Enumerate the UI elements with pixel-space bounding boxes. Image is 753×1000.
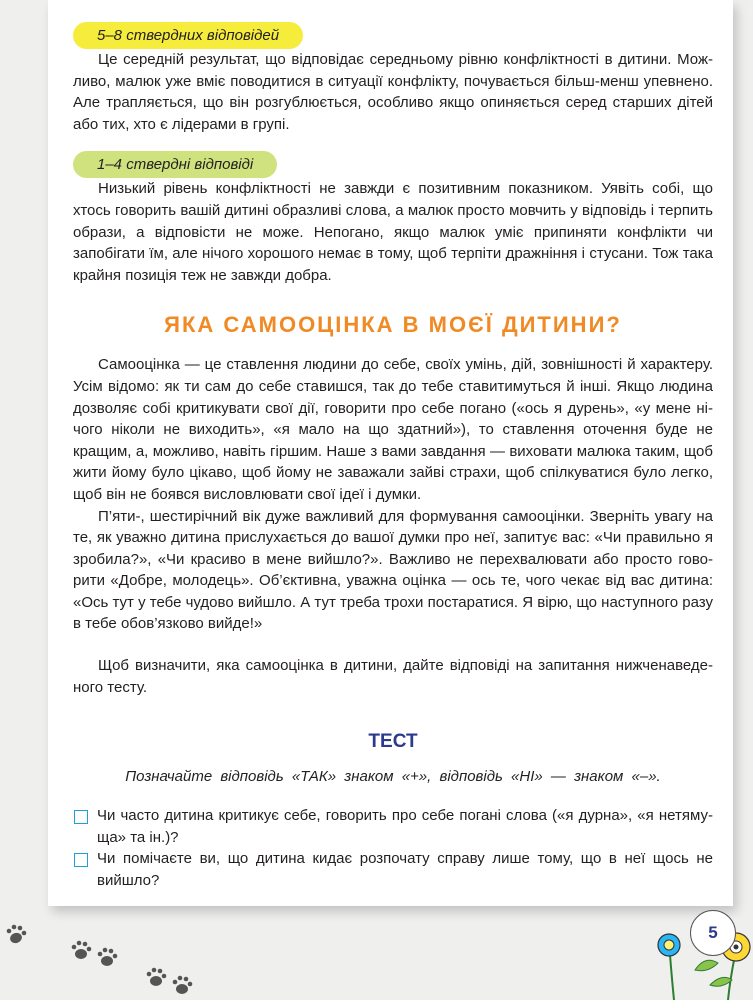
result-badge-1-4: 1–4 ствердні відповіді bbox=[73, 151, 277, 178]
question-list bbox=[73, 805, 713, 891]
test-title: ТЕСТ bbox=[368, 731, 418, 753]
body-paragraph-2: П’яти-, шестирічний вік дуже важливий для формування самооцінки. Зверніть увагу на те, як уважно дитина прислухається до вашої думки про неї, запитує вас: «Чи правильно я зробила?», «Чи красиво в мене вийшло?». Важливо не перехвалювати або просто говорити «Добре, молодець». Об’єктивна, уважна оцінка — ось те, чого чекає від вас дитина: «Ось тут у тебе чудово вийшло. А тут треба трохи постаратися. Я вірю, що наступного разу в тебе обов’язково вийде!» bbox=[73, 507, 713, 633]
result-text-5-8: Це середній результат, що відповідає середньому рівню конфліктності в дитини. Можливо, малюк уже вміє поводитися в ситуації конфлікту, почувається більш-менш упевнено. Але трапляється, що він розгублюється, особливо якщо опиняється серед старших дітей або тих, хто є лідерами в групі. bbox=[73, 51, 713, 133]
question-text: Чи помічаєте ви, що дитина кидає розпочату справу лише тому, що в неї щось не вийшло? bbox=[97, 850, 713, 890]
page-number: 5 bbox=[690, 910, 736, 956]
result-text-1-4: Низький рівень конфліктності не завжди є позитивним показником. Уявіть собі, що хтось говорить вашій дитині образливі слова, а малюк просто мовчить у відповідь і терпить образи, а відповісти не може. Непогано, якщо малюк уміє припиняти конфлікти чи запобігати їм, але нічого хорошого немає в тому, щоб терпіти дражніння і стусани. Тож така крайня позиція теж не завжди добра. bbox=[73, 180, 713, 284]
answer-checkbox[interactable] bbox=[74, 853, 88, 867]
paw-print-icon bbox=[2, 920, 36, 948]
question-text: Чи часто дитина критикує себе, говорить про себе погані слова («я дурна», «я нетямуща» та ін.)? bbox=[97, 807, 713, 846]
body-paragraph-1: Самооцінка — це ставлення людини до себе, своїх умінь, дій, зовнішності й характеру. Усім відомо: як ти сам до себе ставишся, так до тебе ставитимуться й інші. Якщо людина дозволяє собі критикувати свої дії, говорити про себе погано («ось я дурень», «у мене нічого ніколи не виходить», «я мало на що здатний»), то ставлення оточення буде не кращим, а, можливо, навіть гіршим. Наше з вами завдання — виховати малюка таким, щоб жити йому було цікаво, щоб йому не заважали зайві страхи, щоб спілкуватися було легко, щоб він не боявся висловлювати свої ідеї і думки. bbox=[73, 356, 713, 503]
section-heading: ЯКА САМООЦІНКА В МОЄЇ ДИТИНИ? bbox=[164, 312, 622, 338]
question-item bbox=[73, 848, 713, 891]
test-intro: Щоб визначити, яка самооцінка в дитини, дайте відповіді на запитання нижченаведеного тесту. bbox=[73, 657, 713, 696]
paw-print-icon bbox=[65, 935, 125, 969]
page-content bbox=[73, 22, 713, 892]
test-instruction: Позначайте відповідь «ТАК» знаком «+», відповідь «НІ» — знаком «–». bbox=[125, 768, 661, 786]
paw-print-icon bbox=[140, 962, 200, 998]
answer-checkbox[interactable] bbox=[74, 810, 88, 824]
result-badge-5-8: 5–8 ствердних відповідей bbox=[73, 22, 303, 49]
question-item bbox=[73, 805, 713, 848]
